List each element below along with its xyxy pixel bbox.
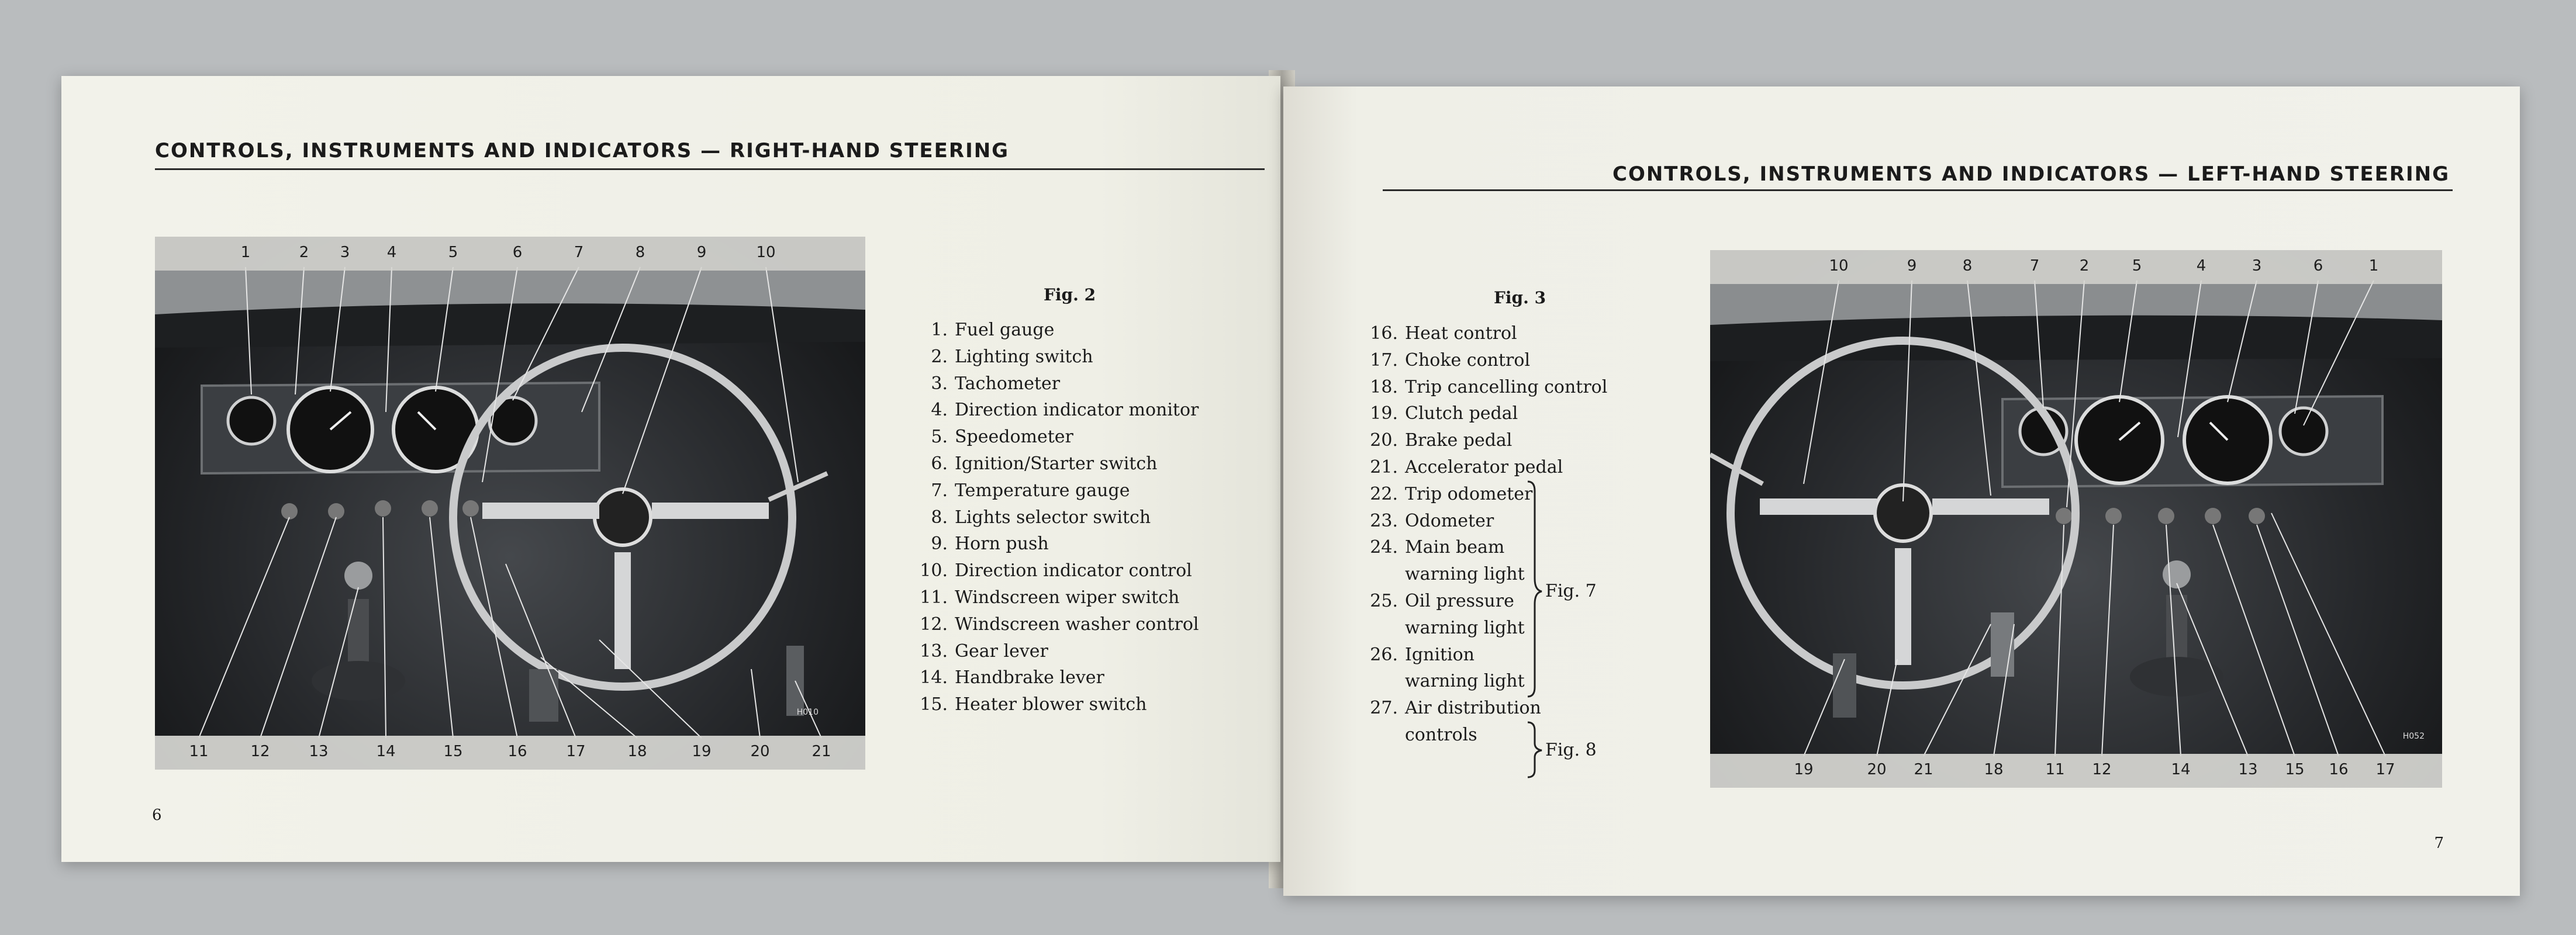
legend-brackets — [1523, 479, 1546, 783]
fig3-callout: 12 — [2092, 761, 2112, 778]
legend-item: 21. Accelerator pedal — [1370, 456, 1563, 477]
right-page — [1283, 86, 2520, 896]
fig3-callout: 14 — [2171, 761, 2191, 778]
legend-item: 24. Main beam — [1370, 537, 1505, 558]
fig3-callout: 3 — [2252, 257, 2262, 275]
left-page — [61, 76, 1280, 862]
left-page-number: 6 — [152, 806, 162, 824]
legend-item: 4. Direction indicator monitor — [931, 400, 1199, 421]
left-page-header: CONTROLS, INSTRUMENTS AND INDICATORS — RIGHT-HAND STEERING — [155, 139, 1010, 162]
fig2-callout: 9 — [696, 244, 707, 261]
fig3-callout: 20 — [1867, 761, 1887, 778]
fig3-callout: 21 — [1914, 761, 1933, 778]
fig3-callout: 16 — [2329, 761, 2349, 778]
right-page-number: 7 — [2434, 834, 2444, 852]
legend-item: 15. Heater blower switch — [920, 694, 1147, 715]
fig2-callout: 8 — [635, 244, 645, 261]
fig3-callout: 9 — [1907, 257, 1917, 275]
legend-item: 25. Oil pressure — [1370, 590, 1514, 611]
fig3-callout: 5 — [2132, 257, 2142, 275]
fig2-callout: 11 — [189, 743, 209, 760]
fig3-callout: 17 — [2375, 761, 2395, 778]
fig2-callout: 4 — [386, 244, 397, 261]
fig7-bracket-label: Fig. 7 — [1545, 581, 1597, 601]
fig3-dashboard-illustration — [1710, 250, 2442, 788]
legend-item: 16. Heat control — [1370, 323, 1517, 344]
fig3-plate-code: H052 — [2402, 732, 2425, 741]
fig2-callout: 1 — [240, 244, 251, 261]
legend-item: 5. Speedometer — [931, 427, 1073, 448]
legend-item-continuation: warning light — [1405, 617, 1525, 638]
legend-item: 13. Gear lever — [920, 640, 1048, 662]
fig3-dashboard-photo — [1710, 250, 2442, 788]
fig3-top-callouts — [1710, 250, 2442, 284]
legend-item: 11. Windscreen wiper switch — [920, 587, 1180, 608]
fig2-legend — [915, 317, 1199, 718]
fig2-callout: 13 — [309, 743, 329, 760]
fig3-callout: 11 — [2045, 761, 2065, 778]
legend-item: 3. Tachometer — [931, 373, 1061, 394]
fig2-callout: 5 — [448, 244, 458, 261]
legend-item: 10. Direction indicator control — [920, 560, 1192, 581]
fig2-callout: 14 — [376, 743, 396, 760]
fig2-callout: 21 — [812, 743, 831, 760]
fig3-callout: 4 — [2196, 257, 2206, 275]
legend-item: 12. Windscreen washer control — [920, 614, 1199, 635]
fig2-top-callouts — [155, 237, 865, 271]
fig2-callout: 7 — [574, 244, 584, 261]
legend-item: 8. Lights selector switch — [931, 507, 1151, 528]
legend-item-continuation: warning light — [1405, 671, 1525, 692]
fig3-callout: 6 — [2313, 257, 2323, 275]
left-header-rule — [155, 168, 1265, 170]
fig3-callout: 19 — [1794, 761, 1814, 778]
fig3-callout: 2 — [2079, 257, 2090, 275]
fig2-callout: 20 — [750, 743, 770, 760]
legend-item: 23. Odometer — [1370, 510, 1494, 531]
fig2-callout: 3 — [340, 244, 350, 261]
fig2-callout: 10 — [756, 244, 776, 261]
fig3-callout: 1 — [2368, 257, 2379, 275]
fig2-callout: 15 — [443, 743, 463, 760]
fig3-callout: 13 — [2238, 761, 2258, 778]
legend-item-continuation: controls — [1405, 724, 1477, 745]
fig3-callout: 18 — [1984, 761, 2004, 778]
fig3-bottom-callouts — [1710, 754, 2442, 788]
legend-item-continuation: warning light — [1405, 564, 1525, 585]
fig8-bracket-label: Fig. 8 — [1545, 740, 1597, 760]
fig2-dashboard-illustration — [155, 237, 865, 770]
legend-item: 2. Lighting switch — [931, 346, 1093, 367]
fig2-callout: 17 — [566, 743, 586, 760]
fig2-callout: 12 — [250, 743, 270, 760]
right-header-rule — [1383, 189, 2453, 191]
fig3-title: Fig. 3 — [1494, 288, 1546, 307]
fig3-callout: 7 — [2029, 257, 2040, 275]
legend-item: 1. Fuel gauge — [931, 320, 1055, 340]
fig3-legend — [1365, 320, 1607, 749]
fig2-dashboard-photo — [155, 237, 865, 770]
legend-item: 20. Brake pedal — [1370, 430, 1513, 451]
legend-item: 27. Air distribution — [1370, 698, 1541, 719]
fig2-callout: 16 — [507, 743, 527, 760]
legend-item: 26. Ignition — [1370, 644, 1475, 665]
fig2-callout: 18 — [627, 743, 647, 760]
fig2-bottom-callouts — [155, 736, 865, 770]
legend-item: 9. Horn push — [931, 534, 1049, 555]
fig2-title: Fig. 2 — [1044, 285, 1096, 304]
fig3-callout: 8 — [1962, 257, 1973, 275]
fig3-callout: 15 — [2285, 761, 2305, 778]
fig3-callout: 10 — [1829, 257, 1849, 275]
legend-item: 22. Trip odometer — [1370, 483, 1533, 504]
legend-item: 14. Handbrake lever — [920, 667, 1104, 688]
fig2-callout: 2 — [299, 244, 309, 261]
legend-item: 17. Choke control — [1370, 349, 1531, 370]
legend-item: 19. Clutch pedal — [1370, 403, 1518, 424]
fig2-plate-code: H010 — [796, 708, 819, 717]
right-page-header: CONTROLS, INSTRUMENTS AND INDICATORS — LEFT-HAND STEERING — [1612, 162, 2450, 186]
fig2-callout: 6 — [512, 244, 523, 261]
legend-item: 7. Temperature gauge — [931, 480, 1130, 501]
fig2-callout: 19 — [692, 743, 712, 760]
legend-item: 6. Ignition/Starter switch — [931, 453, 1158, 474]
legend-item: 18. Trip cancelling control — [1370, 376, 1608, 397]
